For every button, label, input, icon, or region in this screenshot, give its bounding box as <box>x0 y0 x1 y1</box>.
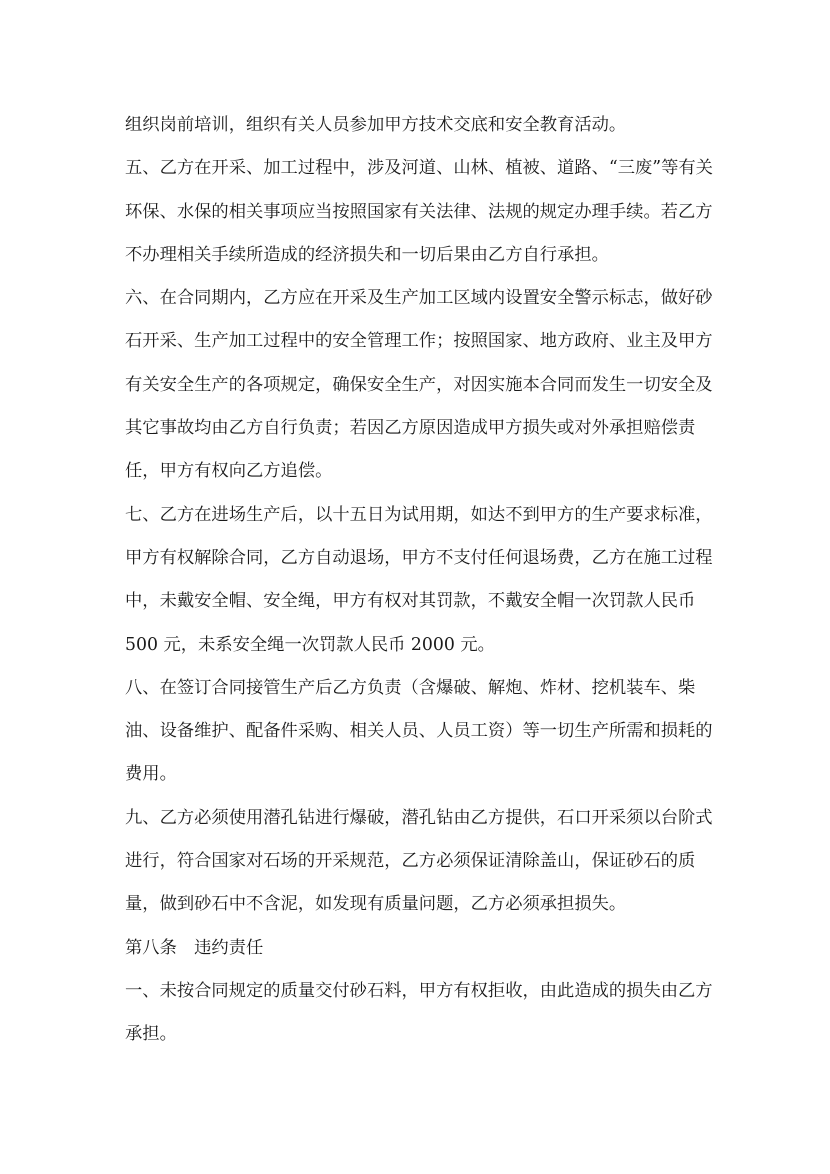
text-line: 六、在合同期内，乙方应在开采及生产加工区域内设置安全警示标志，做好砂 <box>125 288 713 309</box>
text-line: 中，未戴安全帽、安全绳，甲方有权对其罚款，不戴安全帽一次罚款人民币 <box>125 591 696 612</box>
text-line: 其它事故均由乙方自行负责；若因乙方原因造成甲方损失或对外承担赔偿责 <box>125 418 696 439</box>
text-line: 500 元，未系安全绳一次罚款人民币 2000 元。 <box>125 634 495 655</box>
text-line: 任，甲方有权向乙方追偿。 <box>125 461 333 482</box>
text-line: 进行，符合国家对石场的开采规范，乙方必须保证清除盖山，保证砂石的质 <box>125 851 696 872</box>
text-line: 九、乙方必须使用潜孔钻进行爆破，潜孔钻由乙方提供，石口开采须以台阶式 <box>125 807 713 828</box>
text-line: 量，做到砂石中不含泥，如发现有质量问题，乙方必须承担损失。 <box>125 894 627 915</box>
text-line: 有关安全生产的各项规定，确保安全生产，对因实施本合同而发生一切安全及 <box>125 374 713 395</box>
text-line: 八、在签订合同接管生产后乙方负责（含爆破、解炮、炸材、挖机装车、柴 <box>125 677 696 698</box>
text-line: 组织岗前培训，组织有关人员参加甲方技术交底和安全教育活动。 <box>125 115 627 135</box>
text-line: 承担。 <box>125 1024 177 1045</box>
text-line: 五、乙方在开采、加工过程中，涉及河道、山林、植被、道路、“三废”等有关 <box>125 158 713 179</box>
text-line: 不办理相关手续所造成的经济损失和一切后果由乙方自行承担。 <box>125 244 609 265</box>
text-line: 七、乙方在进场生产后，以十五日为试用期，如达不到甲方的生产要求标准， <box>125 504 713 525</box>
text-line: 费用。 <box>125 764 177 785</box>
text-line: 环保、水保的相关事项应当按照国家有关法律、法规的规定办理手续。若乙方 <box>125 201 713 222</box>
document-body <box>125 110 725 1063</box>
text-line: 甲方有权解除合同，乙方自动退场，甲方不支付任何退场费，乙方在施工过程 <box>125 547 713 568</box>
text-line: 石开采、生产加工过程中的安全管理工作；按照国家、地方政府、业主及甲方 <box>125 331 713 352</box>
text-line: 油、设备维护、配备件采购、相关人员、人员工资）等一切生产所需和损耗的 <box>125 721 713 742</box>
text-line: 一、未按合同规定的质量交付砂石料，甲方有权拒收，由此造成的损失由乙方 <box>125 980 713 1001</box>
section-heading: 第八条 违约责任 <box>125 937 264 958</box>
